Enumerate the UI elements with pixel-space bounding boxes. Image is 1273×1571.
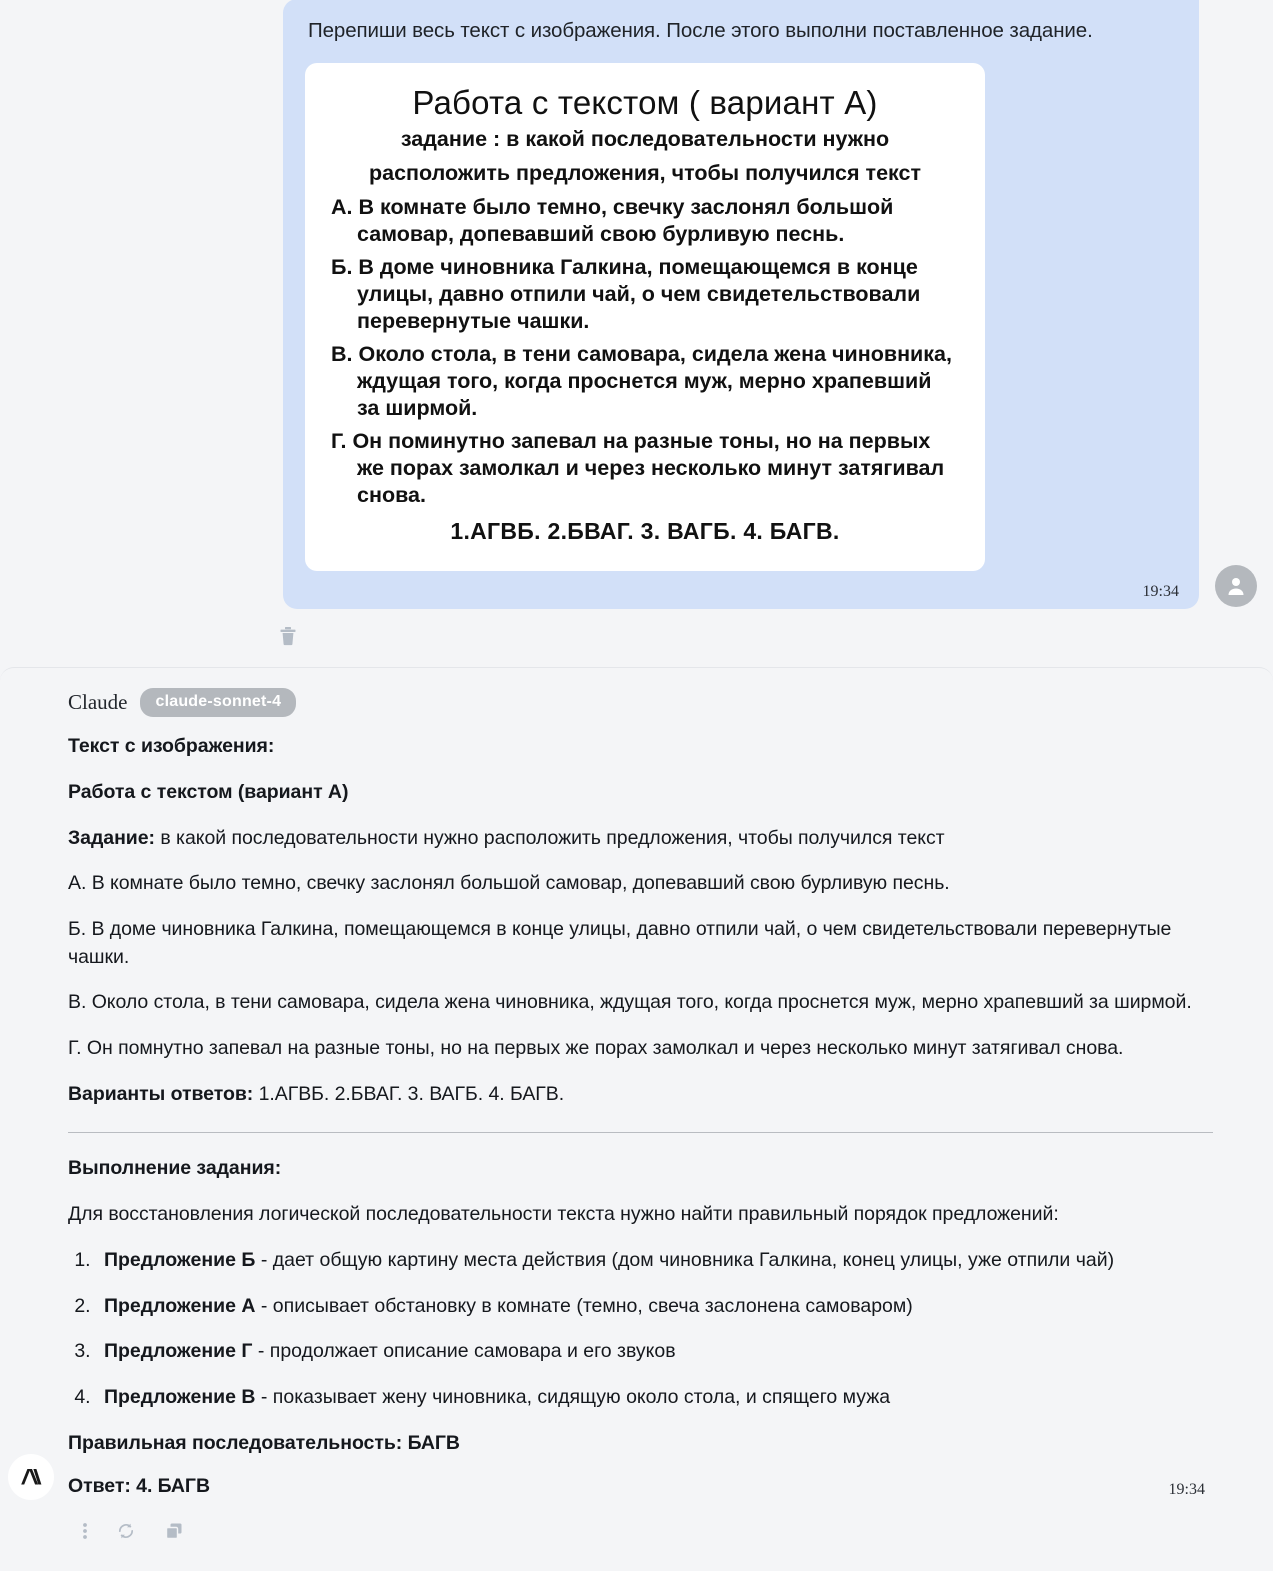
attached-image-card[interactable] (305, 63, 985, 572)
sentence-a: А. В комнате было темно, свечку заслонял большой самовар, допевавший свою бурливую песнь. (68, 872, 950, 895)
answer-options-line (68, 1081, 1213, 1109)
user-prompt-text: Перепиши весь текст с изображения. После этого выполни поставленное задание. (308, 19, 1093, 42)
correct-sequence (68, 1430, 1213, 1458)
attached-image-item-a: А. В комнате было темно, свечку заслонял большой самовар, допевавший свою бурливую песнь. (331, 195, 894, 246)
attached-image-item-v: В. Около стола, в тени самовара, сидела жена чиновника, ждущая того, когда проснется муж, мерно храпевший за ширмой. (331, 342, 952, 420)
user-message-bubble[interactable] (283, 0, 1199, 609)
assistant-message-actions (68, 1517, 1213, 1545)
final-answer-text: Ответ: 4. БАГВ (68, 1475, 210, 1498)
solution-step-2-text: - описывает обстановку в комнате (темно, свеча заслонена самоваром) (255, 1294, 913, 1317)
section-heading-solution (68, 1155, 1213, 1183)
assistant-message-card (0, 667, 1273, 1555)
correct-sequence-text: Правильная последовательность: БАГВ (68, 1431, 460, 1454)
user-message-row (0, 0, 1273, 609)
model-badge[interactable]: claude-sonnet-4 (140, 688, 296, 717)
copy-icon[interactable] (160, 1517, 188, 1545)
source-title (68, 779, 1213, 807)
sentence-v: В. Около стола, в тени самовара, сидела жена чиновника, ждущая того, когда проснется муж, мерно храпевший за ширмой. (68, 991, 1192, 1014)
final-answer (68, 1473, 1213, 1501)
more-options-icon[interactable] (78, 1517, 92, 1545)
sentence-b: Б. В доме чиновника Галкина, помещающемся в конце улицы, давно отпили чай, о чем свидетельствовали перевернутые чашки. (68, 918, 1172, 968)
solution-intro: Для восстановления логической последовательности текста нужно найти правильный порядок предложений: (68, 1203, 1059, 1226)
solution-step-2 (96, 1293, 1213, 1321)
assistant-message-timestamp: 19:34 (1168, 1480, 1205, 1498)
section-heading-source (68, 733, 1213, 761)
answer-options-label: Варианты ответов: (68, 1082, 254, 1105)
section-divider (68, 1132, 1213, 1133)
solution-step-1 (96, 1247, 1213, 1275)
solution-step-1-text: - дает общую картину места действия (дом чиновника Галкина, конец улицы, уже отпили чай) (255, 1248, 1115, 1271)
solution-step-4-label: Предложение В (104, 1385, 256, 1408)
user-message-meta (305, 583, 1179, 601)
solution-step-1-label: Предложение Б (104, 1248, 256, 1271)
user-message-actions (275, 609, 1273, 653)
assistant-name: Claude (68, 690, 128, 715)
attached-image-item-b: Б. В доме чиновника Галкина, помещающемся в конце улицы, давно отпили чай, о чем свидетельствовали перевернутые чашки. (331, 255, 921, 333)
solution-steps-list (68, 1247, 1213, 1412)
user-message-turn (0, 0, 1273, 653)
delete-icon[interactable] (275, 622, 301, 650)
task-line (68, 825, 1213, 853)
assistant-message-body (68, 733, 1213, 1501)
solution-step-2-label: Предложение А (104, 1294, 256, 1317)
user-message-timestamp: 19:34 (1142, 583, 1179, 601)
attached-image-item-g: Г. Он поминутно запевал на разные тоны, но на первых же порах замолкал и через несколько минут затягивал снова. (331, 429, 945, 507)
solution-step-4-text: - показывает жену чиновника, сидящую около стола, и спящего мужа (255, 1385, 891, 1408)
section-heading-source-text: Текст с изображения: (68, 735, 275, 758)
assistant-header (68, 688, 1213, 717)
section-heading-solution-text: Выполнение задания: (68, 1157, 282, 1180)
attached-image-subtitle-line-2: расположить предложения, чтобы получился текст (369, 160, 921, 185)
task-label: Задание: (68, 826, 155, 849)
claude-logo-icon (8, 1454, 54, 1500)
retry-icon[interactable] (112, 1517, 140, 1545)
solution-step-3-label: Предложение Г (104, 1340, 253, 1363)
source-title-text: Работа с текстом (вариант А) (68, 780, 349, 803)
user-avatar (1215, 565, 1257, 607)
solution-step-3 (96, 1338, 1213, 1366)
attached-image-title: Работа с текстом ( вариант А) (412, 83, 878, 121)
solution-step-3-text: - продолжает описание самовара и его звуков (252, 1340, 676, 1363)
solution-step-4 (96, 1384, 1213, 1412)
attached-image-subtitle-line-1: задание : в какой последовательности нужно (400, 126, 890, 151)
answer-options-text: 1.АГВБ. 2.БВАГ. 3. ВАГБ. 4. БАГВ. (253, 1082, 565, 1105)
task-text: в какой последовательности нужно расположить предложения, чтобы получился текст (155, 826, 945, 849)
attached-image-answer-options: 1.АГВБ. 2.БВАГ. 3. ВАГБ. 4. БАГВ. (450, 518, 840, 545)
sentence-g: Г. Он помнутно запевал на разные тоны, но на первых же порах замолкал и через несколько минут затягивал снова. (68, 1037, 1124, 1060)
